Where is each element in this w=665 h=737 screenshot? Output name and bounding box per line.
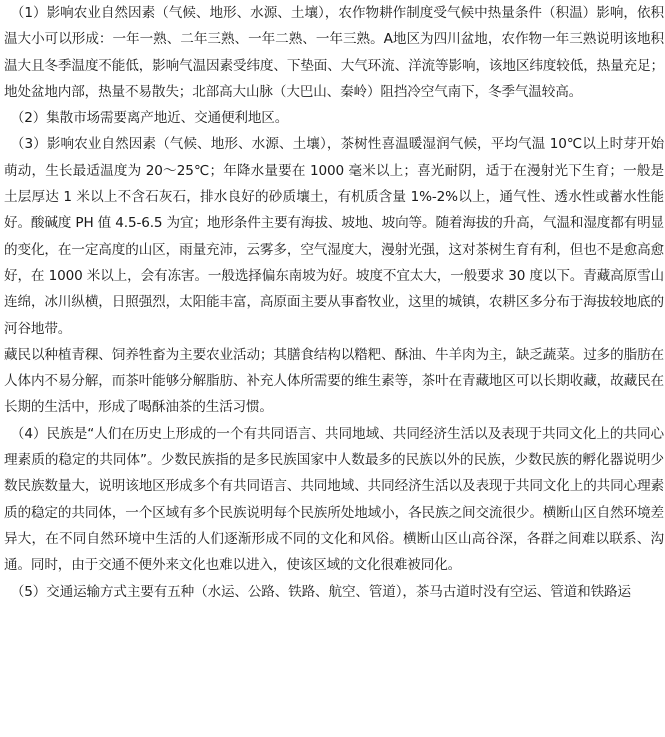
answer-paragraph-5: （4）民族是“人们在历史上形成的一个有共同语言、共同地域、共同经济生活以及表现于共同文化上的共同心理素质的稳定的共同体”。少数民族指的是多民族国家中人数最多的民族以外的民族，少数民族的孵化器说明少数民族数量大，说明该地区形成多个有共同语言、共同地域、共同经济生活以及表现于共同文化上的共同心理素质的稳定的共同体，一个区域有多个民族说明每个民族所处地域小，各民族之间交流很少。横断山区自然环境差异大，在不同自然环境中生活的人们逐渐形成不同的文化和风俗。横断山区山高谷深，各群之间难以联系、沟通。同时，由于交通不便外来文化也难以进入，使该区域的文化很难被同化。 (4, 425, 664, 574)
answer-paragraph-2: （2）集散市场需要离产地近、交通便利地区。 (10, 110, 289, 127)
answer-paragraph-4: 藏民以种植青稞、饲养牲畜为主要农业活动；其膳食结构以糌粑、酥油、牛羊肉为主，缺乏蔬菜。过多的脂肪在人体内不易分解，而茶叶能够分解脂肪、补充人体所需要的维生素等，茶叶在青藏地区可以长期收藏，故藏民在长期的生活中，形成了喝酥油茶的生活习惯。 (4, 346, 664, 416)
answer-paragraph-1: （1）影响农业自然因素（气候、地形、水源、土壤），农作物耕作制度受气候中热量条件（积温）影响，依积温大小可以形成：一年一熟、二年三熟、一年二熟、一年三熟。A地区为四川盆地，农作物一年三熟说明该地积温大且冬季温度不能低，影响气温因素受纬度、下垫面、大气环流、洋流等影响，该地区纬度较低，热量充足；地处盆地内部，热量不易散失；北部高大山脉（大巴山、秦岭）阻挡冷空气南下，冬季气温较高。 (4, 5, 664, 100)
answer-paragraph-3: （3）影响农业自然因素（气候、地形、水源、土壤），茶树性喜温暖湿润气候，平均气温 10℃以上时芽开始萌动，生长最适温度为 20～25℃；年降水量要在 1000 毫米以上；喜光耐阴，适于在漫射光下生育；一般是土层厚达 1 米以上不含石灰石，排水良好的砂质壤土，有机质含量 1%-2%以上，通气性、透水性或蓄水性能好。酸碱度 PH 值 4.5-6.5 为宜；地形条件主要有海拔、坡地、坡向等。随着海拔的升高，气温和湿度都有明显的变化，在一定高度的山区，雨量充沛，云雾多，空气湿度大，漫射光强，这对茶树生育有利，但也不是愈高愈好，在 1000 米以上，会有冻害。一般选择偏东南坡为好。坡度不宜太大，一般要求 30 度以下。青藏高原雪山连绵，冰川纵横，日照强烈，太阳能丰富，高原面主要从事畜牧业，这里的城镇，农耕区多分布于海拔较地底的河谷地带。 (4, 136, 664, 337)
answer-document (4, 0, 664, 605)
answer-paragraph-6: （5）交通运输方式主要有五种（水运、公路、铁路、航空、管道），茶马古道时没有空运、管道和铁路运 (10, 583, 631, 600)
